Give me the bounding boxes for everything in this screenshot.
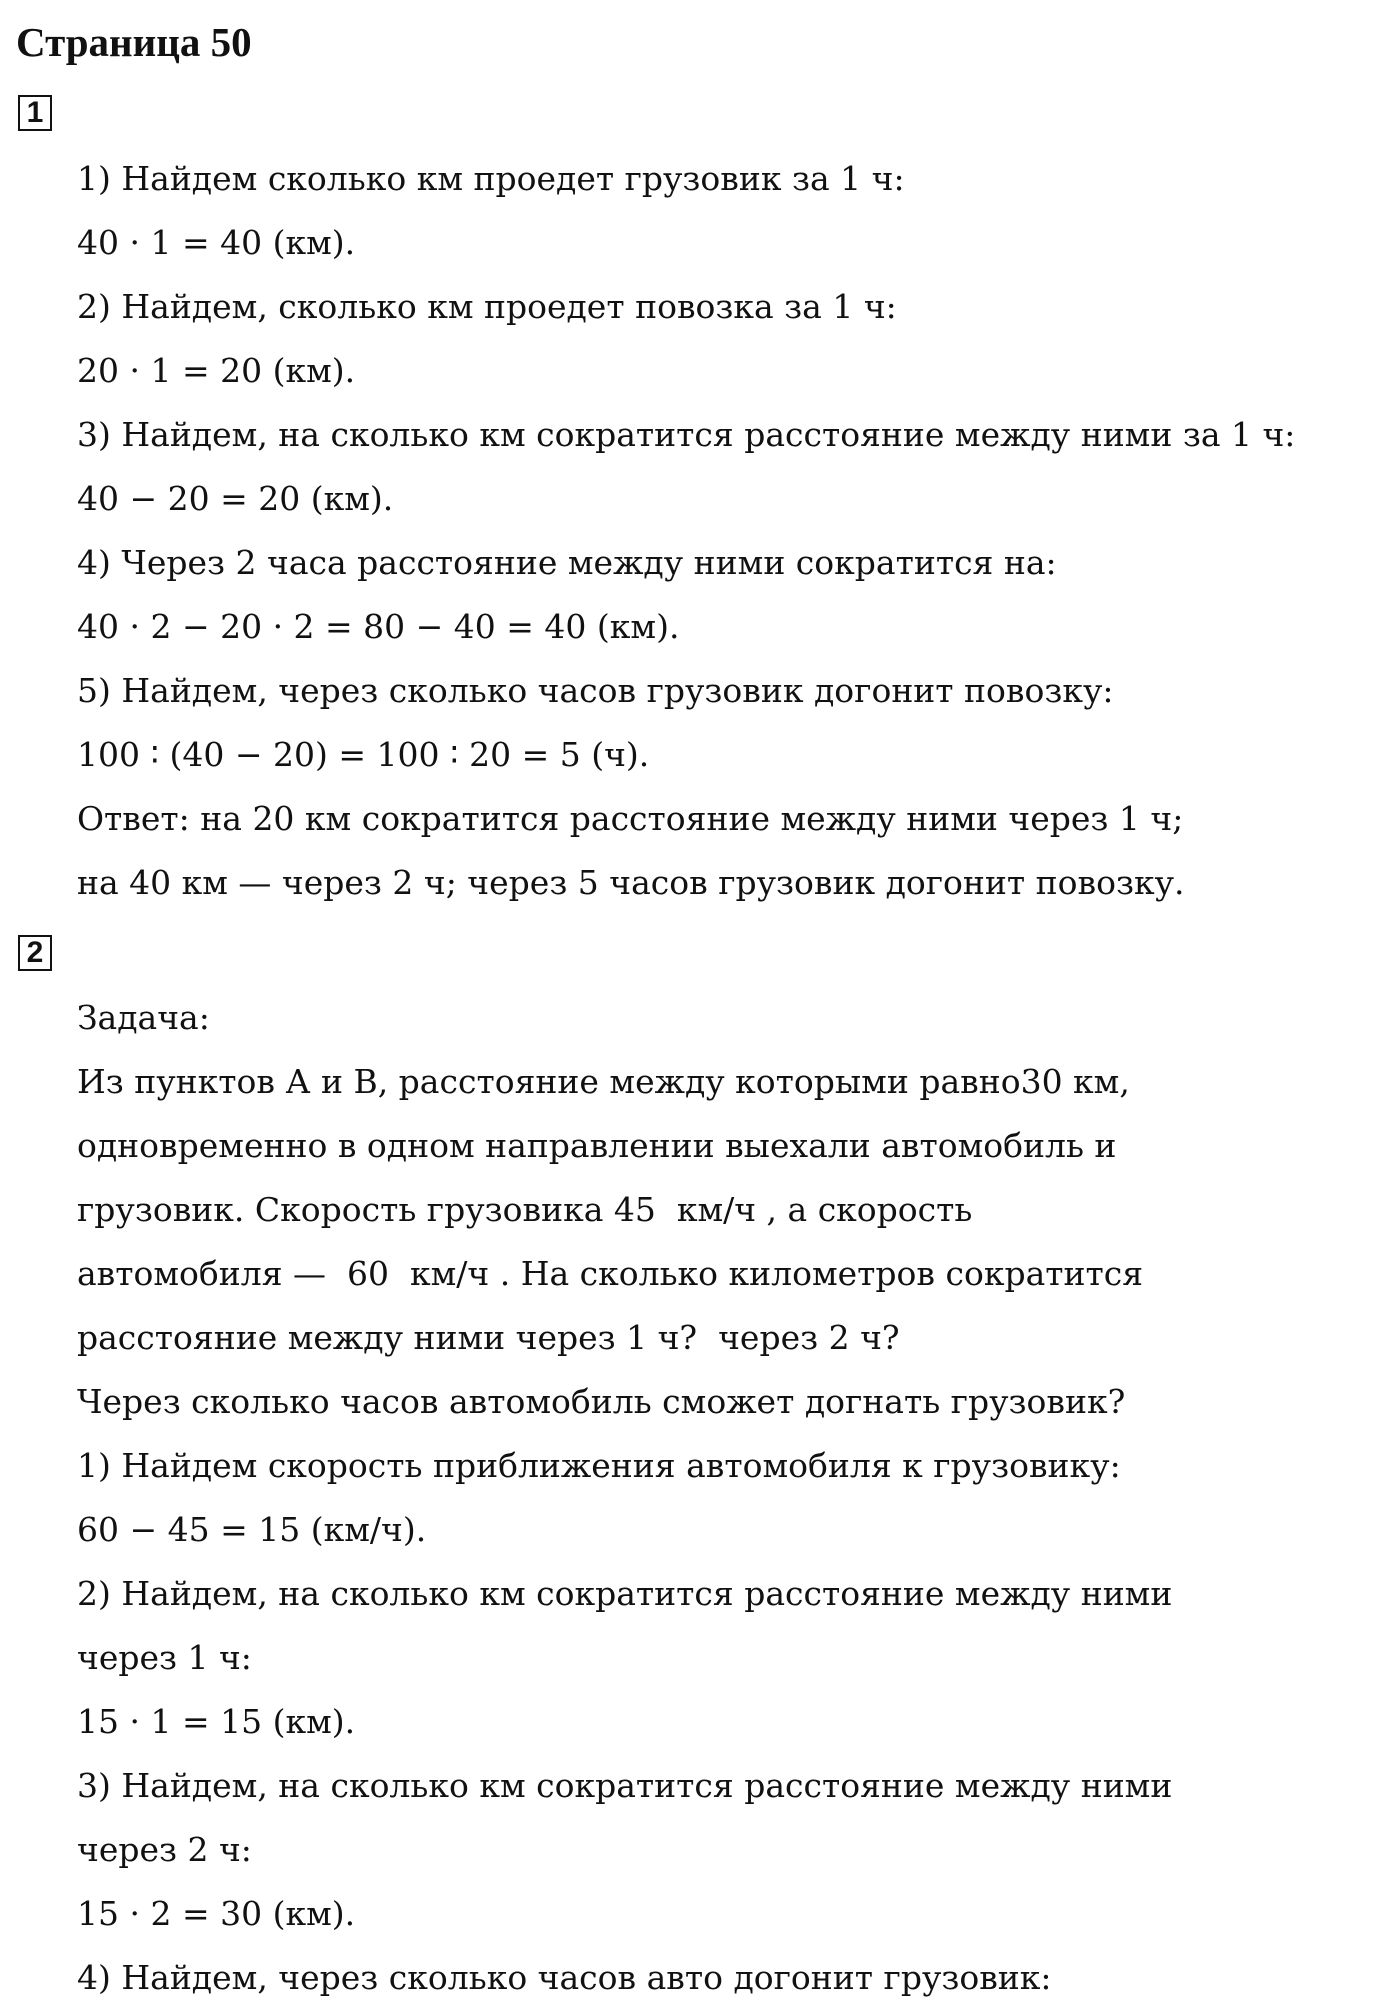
page-title: Страница 50 <box>16 19 252 65</box>
task-2-line: через 1 ч: <box>77 1638 252 1677</box>
task-2-line: Из пунктов А и В, расстояние между которыми равно30 км, <box>77 1062 1130 1101</box>
task-1-line: 2) Найдем, сколько км проедет повозка за 1 ч: <box>77 287 897 326</box>
task-2-heading: Задача: <box>77 998 210 1037</box>
task-1-line: 40 · 2 − 20 · 2 = 80 − 40 = 40 (км). <box>77 607 680 646</box>
task-1-line: 40 · 1 = 40 (км). <box>77 223 356 262</box>
task-1-line: 4) Через 2 часа расстояние между ними сократится на: <box>77 543 1057 582</box>
task-2-line: 1) Найдем скорость приближения автомобиля к грузовику: <box>77 1446 1121 1485</box>
task-1-line: 5) Найдем, через сколько часов грузовик догонит повозку: <box>77 671 1114 710</box>
task-2-line: автомобиля — 60 км/ч . На сколько километров сократится <box>77 1254 1144 1293</box>
task-1-answer-line: на 40 км — через 2 ч; через 5 часов грузовик догонит повозку. <box>77 863 1185 902</box>
task-number-1: 1 <box>18 95 52 131</box>
task-1-answer-line: Ответ: на 20 км сократится расстояние между ними через 1 ч; <box>77 799 1184 838</box>
task-2-line: грузовик. Скорость грузовика 45 км/ч , а скорость <box>77 1190 973 1229</box>
task-2-line: Через сколько часов автомобиль сможет догнать грузовик? <box>77 1382 1126 1421</box>
task-2-line: расстояние между ними через 1 ч? через 2 ч? <box>77 1318 900 1357</box>
task-2-line: 15 · 2 = 30 (км). <box>77 1894 356 1933</box>
task-2-line: 60 − 45 = 15 (км/ч). <box>77 1510 427 1549</box>
task-number-2: 2 <box>18 935 52 971</box>
task-2-line: 4) Найдем, через сколько часов авто догонит грузовик: <box>77 1958 1052 1997</box>
task-2-line: через 2 ч: <box>77 1830 252 1869</box>
task-2-line: одновременно в одном направлении выехали автомобиль и <box>77 1126 1117 1165</box>
task-1-line: 3) Найдем, на сколько км сократится расстояние между ними за 1 ч: <box>77 415 1296 454</box>
task-1-line: 1) Найдем сколько км проедет грузовик за 1 ч: <box>77 159 905 198</box>
task-2-line: 3) Найдем, на сколько км сократится расстояние между ними <box>77 1766 1173 1805</box>
task-1-line: 100 ∶ (40 − 20) = 100 ∶ 20 = 5 (ч). <box>77 735 650 774</box>
task-1-line: 40 − 20 = 20 (км). <box>77 479 394 518</box>
task-1-line: 20 · 1 = 20 (км). <box>77 351 356 390</box>
task-2-line: 2) Найдем, на сколько км сократится расстояние между ними <box>77 1574 1173 1613</box>
task-2-line: 15 · 1 = 15 (км). <box>77 1702 356 1741</box>
